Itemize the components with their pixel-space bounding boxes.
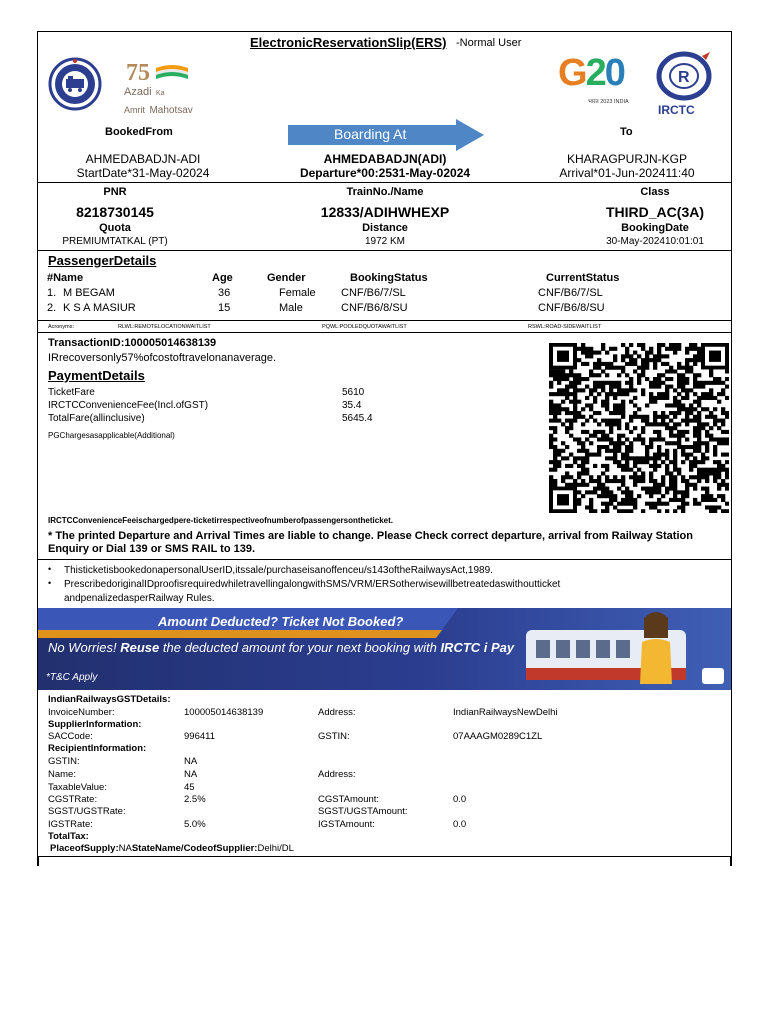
banner-reuse: Reuse bbox=[120, 640, 160, 655]
ticket-title: ElectronicReservationSlip(ERS) bbox=[250, 35, 447, 50]
distance-label: Distance bbox=[362, 222, 408, 234]
acronyms-label: Acronyms: bbox=[48, 324, 74, 330]
booking-date-value: 30-May-202410:01:01 bbox=[606, 236, 704, 247]
sac-label: SACCode: bbox=[48, 731, 93, 742]
amrit-word: Amrit bbox=[124, 105, 145, 115]
to-station: KHARAGPURJN-KGP bbox=[566, 152, 688, 166]
acronym-pqwl: PQWL:POOLEDQUOTAWAITLIST bbox=[322, 324, 407, 330]
taxable-label: TaxableValue: bbox=[48, 782, 107, 793]
quota-label: Quota bbox=[99, 222, 131, 234]
irctc-wordmark: IRCTC bbox=[658, 103, 695, 117]
boarding-at-label: Boarding At bbox=[334, 126, 407, 142]
irctc-ipay-banner[interactable] bbox=[38, 608, 731, 690]
passenger-current-status: CNF/B6/8/SU bbox=[538, 302, 605, 314]
banner-rest: the deducted amount for your next booking with bbox=[162, 640, 437, 655]
recipient-gstin-value: NA bbox=[184, 756, 198, 767]
train-value: 12833/ADIHWHEXP bbox=[320, 204, 450, 220]
to-label: To bbox=[620, 126, 633, 138]
banner-message bbox=[48, 640, 514, 655]
banner-headline: Amount Deducted? Ticket Not Booked? bbox=[158, 614, 404, 629]
bullet-dot: • bbox=[48, 578, 52, 588]
pnr-label: PNR bbox=[103, 186, 127, 198]
col-age: Age bbox=[212, 272, 233, 284]
gstin-value: 07AAAGM0289C1ZL bbox=[453, 731, 543, 742]
state-value: Delhi/DL bbox=[257, 843, 294, 854]
acronym-rlwl: RLWL:REMOTELOCATIONWAITLIST bbox=[118, 324, 211, 330]
recipient-address-label: Address: bbox=[318, 769, 356, 780]
distance-value: 1972 KM bbox=[364, 236, 406, 247]
taxable-value: 45 bbox=[184, 782, 195, 793]
address-label: Address: bbox=[318, 707, 356, 718]
timing-note-line1: * The printed Departure and Arrival Times are liable to change. Please Check correct departure, arrival from Railway Station bbox=[48, 530, 693, 542]
divider bbox=[38, 332, 731, 333]
boarding-station: AHMEDABADJN(ADI) bbox=[323, 152, 447, 166]
note-bullet-1: ThisticketisbookedonapersonalUserID,itssale/purchaseisanoffenceu/s143oftheRailwaysAct,1989. bbox=[64, 565, 493, 576]
sac-value: 996411 bbox=[184, 731, 215, 742]
azadi-word: Azadi bbox=[124, 86, 152, 98]
cgst-rate-value: 2.5% bbox=[184, 794, 206, 805]
passenger-gender: Female bbox=[279, 287, 316, 299]
timing-note-line2: Enquiry or Dial 139 or SMS RAIL to 139. bbox=[48, 543, 256, 555]
divider bbox=[38, 250, 731, 251]
quota-value: PREMIUMTATKAL (PT) bbox=[62, 236, 168, 247]
boarding-at-arrow bbox=[288, 119, 484, 156]
passenger-current-status: CNF/B6/7/SL bbox=[538, 287, 603, 299]
invoice-label: InvoiceNumber: bbox=[48, 707, 115, 718]
place-of-supply bbox=[50, 843, 294, 854]
azadi-amrit-mahotsav-logo bbox=[122, 58, 202, 116]
passenger-heading: PassengerDetails bbox=[48, 253, 157, 268]
recipient-name-value: NA bbox=[184, 769, 198, 780]
col-current-status: CurrentStatus bbox=[546, 272, 620, 284]
payment-heading: PaymentDetails bbox=[48, 368, 145, 383]
svg-text:75: 75 bbox=[126, 60, 150, 84]
g20-wordmark: G20 bbox=[558, 52, 624, 94]
class-label: Class bbox=[640, 186, 670, 198]
passenger-num: 2. bbox=[47, 302, 57, 314]
total-fare-label: TotalFare(allinclusive) bbox=[48, 413, 145, 424]
class-value: THIRD_AC(3A) bbox=[606, 204, 704, 220]
note-bullet-2-line1: PrescribedoriginalIDproofisrequiredwhiletravellingalongwithSMS/VRM/ERSotherwisewillbetreatedaswithoutticket bbox=[64, 579, 561, 590]
divider bbox=[38, 182, 731, 183]
passenger-gender: Male bbox=[279, 302, 303, 314]
banner-tnc: *T&C Apply bbox=[46, 672, 98, 683]
passenger-age: 36 bbox=[218, 287, 231, 299]
igst-rate-value: 5.0% bbox=[184, 819, 206, 830]
irctc-logo bbox=[654, 50, 714, 120]
arrival-time: Arrival*01-Jun-202411:40 bbox=[559, 166, 695, 180]
igst-amount-label: IGSTAmount: bbox=[318, 819, 375, 830]
g20-logo bbox=[558, 52, 654, 110]
col-gender: Gender bbox=[267, 272, 306, 284]
ticket-title-suffix: -Normal User bbox=[456, 37, 522, 49]
passenger-booking-status: CNF/B6/8/SU bbox=[341, 302, 408, 314]
total-fare-value: 5645.4 bbox=[342, 413, 373, 424]
ticket-fare-value: 5610 bbox=[342, 387, 365, 398]
recovers-note: IRrecoversonly57%ofcostoftravelonanaverage. bbox=[48, 352, 277, 364]
mahotsav-word: Mahotsav bbox=[149, 105, 193, 116]
banner-brand: IRCTC i Pay bbox=[440, 640, 515, 655]
igst-amount-value: 0.0 bbox=[453, 819, 467, 830]
ticket-fare-label: TicketFare bbox=[48, 387, 95, 398]
sgst-amount-label: SGST/UGSTAmount: bbox=[318, 806, 408, 817]
igst-rate-label: IGSTRate: bbox=[48, 819, 93, 830]
address-value: IndianRailwaysNewDelhi bbox=[453, 707, 558, 718]
convenience-fee-value: 35.4 bbox=[342, 400, 362, 411]
from-station: AHMEDABADJN-ADI bbox=[85, 152, 201, 166]
state-label: StateName/CodeofSupplier: bbox=[131, 843, 258, 854]
invoice-value: 100005014638139 bbox=[184, 707, 264, 718]
bullet-dot: • bbox=[48, 564, 52, 574]
total-tax-label: TotalTax: bbox=[48, 831, 89, 842]
passenger-booking-status: CNF/B6/7/SL bbox=[341, 287, 406, 299]
pg-charges-note: PGChargesasapplicable(Additional) bbox=[48, 431, 175, 440]
passenger-name: M BEGAM bbox=[63, 287, 115, 299]
passenger-name: K S A MASIUR bbox=[63, 302, 136, 314]
booked-from-label: BookedFrom bbox=[105, 126, 173, 138]
convenience-fee-label: IRCTCConvenienceFee(Incl.ofGST) bbox=[48, 400, 209, 411]
col-name: #Name bbox=[47, 272, 84, 284]
cgst-amount-value: 0.0 bbox=[453, 794, 467, 805]
train-label: TrainNo./Name bbox=[346, 186, 424, 198]
booking-date-label: BookingDate bbox=[621, 222, 689, 234]
note-bullet-2-line2: andpenalizedasperRailway Rules. bbox=[64, 593, 215, 604]
banner-no-worries: No Worries! bbox=[48, 640, 117, 655]
g20-sub: भारत 2023 INDIA bbox=[588, 99, 629, 105]
col-booking-status: BookingStatus bbox=[350, 272, 428, 284]
frame-tick bbox=[37, 857, 39, 866]
acronym-rswl: RSWL:ROAD-SIDEWAITLIST bbox=[528, 324, 602, 330]
passenger-age: 15 bbox=[218, 302, 231, 314]
ka-word: Ka bbox=[155, 90, 165, 97]
cgst-rate-label: CGSTRate: bbox=[48, 794, 98, 805]
cgst-amount-label: CGSTAmount: bbox=[318, 794, 380, 805]
frame-tick bbox=[730, 857, 732, 866]
qr-code bbox=[549, 343, 729, 513]
divider bbox=[38, 559, 731, 560]
transaction-id: TransactionID:100005014638139 bbox=[48, 337, 217, 349]
pnr-value: 8218730145 bbox=[76, 204, 154, 220]
supplier-heading: SupplierInformation: bbox=[48, 719, 142, 730]
gst-heading: IndianRailwaysGSTDetails: bbox=[48, 694, 171, 705]
indian-railways-logo bbox=[46, 57, 104, 111]
recipient-heading: RecipientInformation: bbox=[48, 743, 147, 754]
gstin-label: GSTIN: bbox=[318, 731, 350, 742]
svg-text:R: R bbox=[678, 69, 690, 86]
sgst-rate-label: SGST/UGSTRate: bbox=[48, 806, 126, 817]
recipient-gstin-label: GSTIN: bbox=[48, 756, 80, 767]
recipient-name-label: Name: bbox=[48, 769, 76, 780]
passenger-num: 1. bbox=[47, 287, 57, 299]
place-label: PlaceofSupply: bbox=[50, 843, 119, 854]
divider bbox=[38, 320, 731, 321]
start-date: StartDate*31-May-02024 bbox=[76, 166, 210, 180]
departure-time: Departure*00:2531-May-02024 bbox=[299, 166, 471, 180]
convenience-fee-note: IRCTCConvenienceFeeischargedpere-ticketirrespectiveofnumberofpassengersontheticket. bbox=[48, 516, 393, 525]
place-value: NA bbox=[118, 843, 132, 854]
